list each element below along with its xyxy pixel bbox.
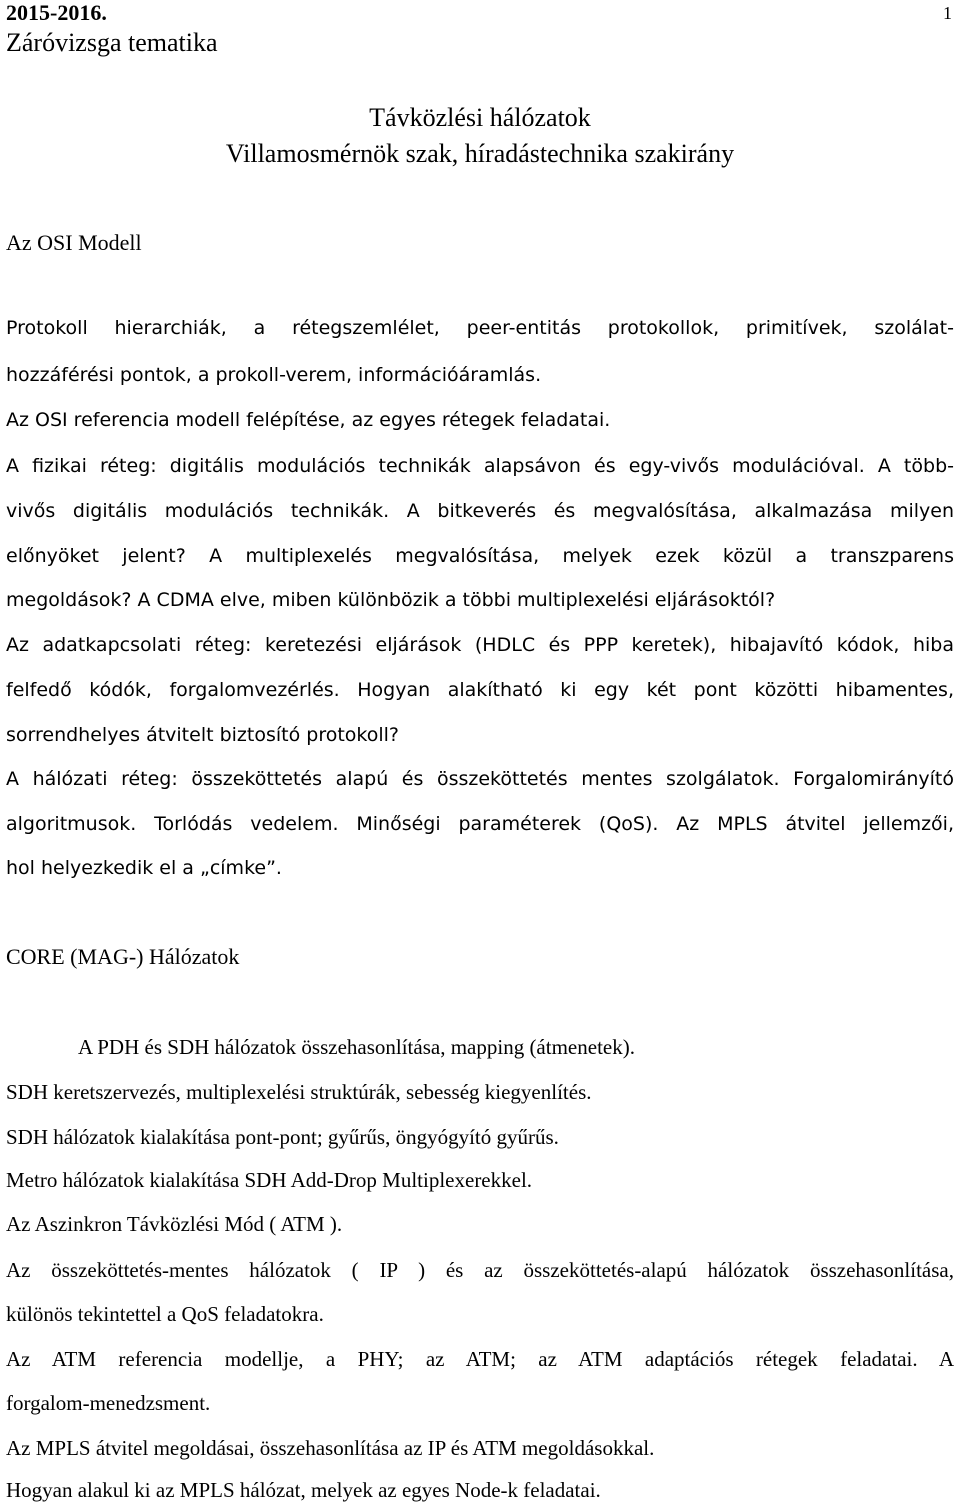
- osi-line-2: hozzáférési pontok, a prokoll-verem, információáramlás.: [6, 364, 542, 386]
- header-year: 2015-2016.: [6, 0, 107, 25]
- core-line-1: SDH keretszervezés, multiplexelési struktúrák, sebesség kiegyenlítés.: [6, 1080, 592, 1104]
- osi-line-10: sorrendhelyes átvitelt biztosító protokoll?: [6, 724, 400, 746]
- osi-line-9: felfedő kódók, forgalomvezérlés. Hogyan alakítható ki egy két pont közötti hibamentes,: [6, 679, 954, 701]
- core-line-5: Az összeköttetés-mentes hálózatok ( IP ) és az összeköttetés-alapú hálózatok összehasonlítása,: [6, 1258, 954, 1282]
- core-line-9: Az MPLS átvitel megoldásai, összehasonlítása az IP és ATM megoldásokkal.: [6, 1436, 655, 1460]
- osi-line-5: vivős digitális modulációs technikák. A bitkeverés és megvalósítása, alkalmazása milyen: [6, 500, 954, 522]
- osi-line-3: Az OSI referencia modell felépítése, az egyes rétegek feladatai.: [6, 409, 611, 431]
- page-number: 1: [943, 3, 952, 23]
- osi-line-7: megoldások? A CDMA elve, miben különbözik a többi multiplexelési eljárásoktól?: [6, 589, 776, 611]
- osi-line-13: hol helyezkedik el a „címke”.: [6, 857, 282, 879]
- core-line-4: Az Aszinkron Távközlési Mód ( ATM ).: [6, 1212, 343, 1236]
- section-heading-core: CORE (MAG-) Hálózatok: [6, 944, 240, 969]
- osi-line-11: A hálózati réteg: összeköttetés alapú és összeköttetés mentes szolgálatok. Forgalomirányító: [6, 768, 954, 790]
- osi-line-1: Protokoll hierarchiák, a rétegszemlélet, peer-entitás protokollok, primitívek, szolálat-: [6, 317, 954, 339]
- core-line-2: SDH hálózatok kialakítása pont-pont; gyűrűs, öngyógyító gyűrűs.: [6, 1125, 559, 1149]
- osi-line-8: Az adatkapcsolati réteg: keretezési eljárások (HDLC és PPP keretek), hibajavító kódok, hiba: [6, 634, 954, 656]
- core-line-6: különös tekintettel a QoS feladatokra.: [6, 1302, 324, 1326]
- subject-subtitle: Villamosmérnök szak, híradástechnika szakirány: [225, 139, 735, 168]
- core-line-8: forgalom-menedzsment.: [6, 1391, 211, 1415]
- subject-title: Távközlési hálózatok: [369, 103, 591, 132]
- section-heading-osi: Az OSI Modell: [6, 230, 142, 255]
- core-line-3: Metro hálózatok kialakítása SDH Add-Drop Multiplexerekkel.: [6, 1168, 533, 1192]
- core-intro: A PDH és SDH hálózatok összehasonlítása, mapping (átmenetek).: [78, 1035, 635, 1059]
- document-title: Záróvizsga tematika: [6, 28, 218, 57]
- core-line-10: Hogyan alakul ki az MPLS hálózat, melyek az egyes Node-k feladatai.: [6, 1478, 601, 1502]
- osi-line-12: algoritmusok. Torlódás vedelem. Minőségi paraméterek (QoS). Az MPLS átvitel jellemzői,: [6, 813, 954, 835]
- osi-line-4: A fizikai réteg: digitális modulációs technikák alapsávon és egy-vivős modulációval. A több-: [6, 455, 954, 477]
- core-line-7: Az ATM referencia modellje, a PHY; az ATM; az ATM adaptációs rétegek feladatai. A: [6, 1347, 954, 1371]
- osi-line-6: előnyöket jelent? A multiplexelés megvalósítása, melyek ezek közül a transzparens: [6, 545, 954, 567]
